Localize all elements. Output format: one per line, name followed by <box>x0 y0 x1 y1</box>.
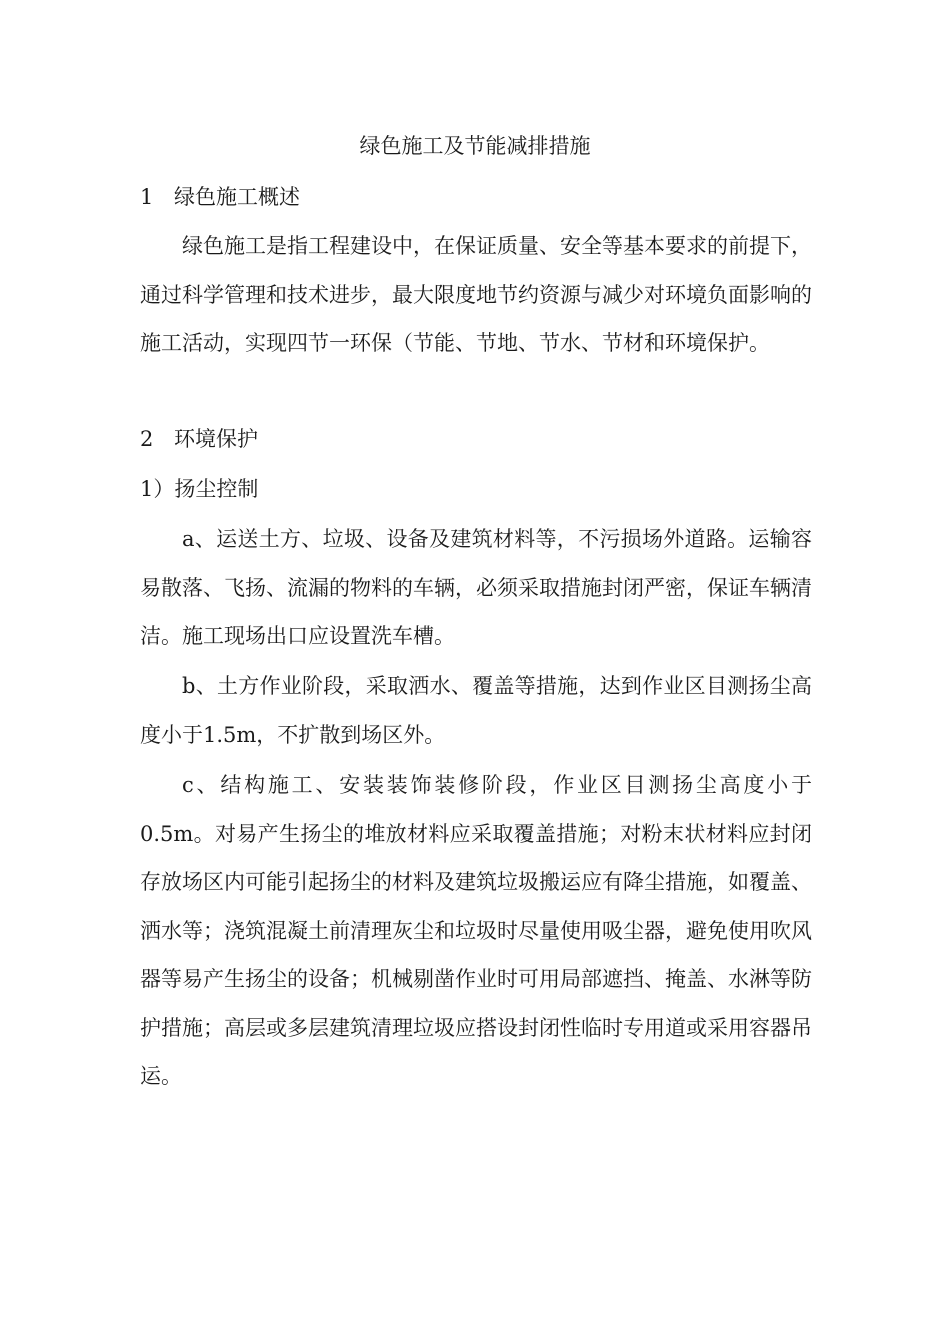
section-1-paragraph: 绿色施工是指工程建设中，在保证质量、安全等基本要求的前提下，通过科学管理和技术进步，最大限度地节约资源与减少对环境负面影响的施工活动，实现四节一环保（节能、节地、节水、节材和环境保护。 <box>140 234 812 355</box>
document-title: 绿色施工及节能减排措施 <box>359 134 591 158</box>
section-1-number: 1 <box>140 185 154 209</box>
section-2-number: 2 <box>140 427 154 451</box>
subsection-dust-control-heading: 1）扬尘控制 <box>140 477 259 501</box>
section-2-heading <box>140 423 258 455</box>
section-1-title: 绿色施工概述 <box>174 185 300 209</box>
paragraph-c: c、结构施工、安装装饰装修阶段，作业区目测扬尘高度小于0.5m。对易产生扬尘的堆放材料应采取覆盖措施；对粉末状材料应封闭存放场区内可能引起扬尘的材料及建筑垃圾搬运应有降尘措施，如覆盖、洒水等；浇筑混凝土前清理灰尘和垃圾时尽量使用吸尘器，避免使用吹风器等易产生扬尘的设备；机械剔凿作业时可用局部遮挡、掩盖、水淋等防护措施；高层或多层建筑清理垃圾应搭设封闭性临时专用道或采用容器吊运。 <box>140 773 812 1088</box>
section-2-title: 环境保护 <box>174 427 258 451</box>
paragraph-a: a、运送土方、垃圾、设备及建筑材料等，不污损场外道路。运输容易散落、飞扬、流漏的物料的车辆，必须采取措施封闭严密，保证车辆清洁。施工现场出口应设置洗车槽。 <box>140 527 812 648</box>
section-1-heading <box>140 181 300 213</box>
paragraph-b: b、土方作业阶段，采取洒水、覆盖等措施，达到作业区目测扬尘高度小于1.5m，不扩散到场区外。 <box>140 674 812 747</box>
